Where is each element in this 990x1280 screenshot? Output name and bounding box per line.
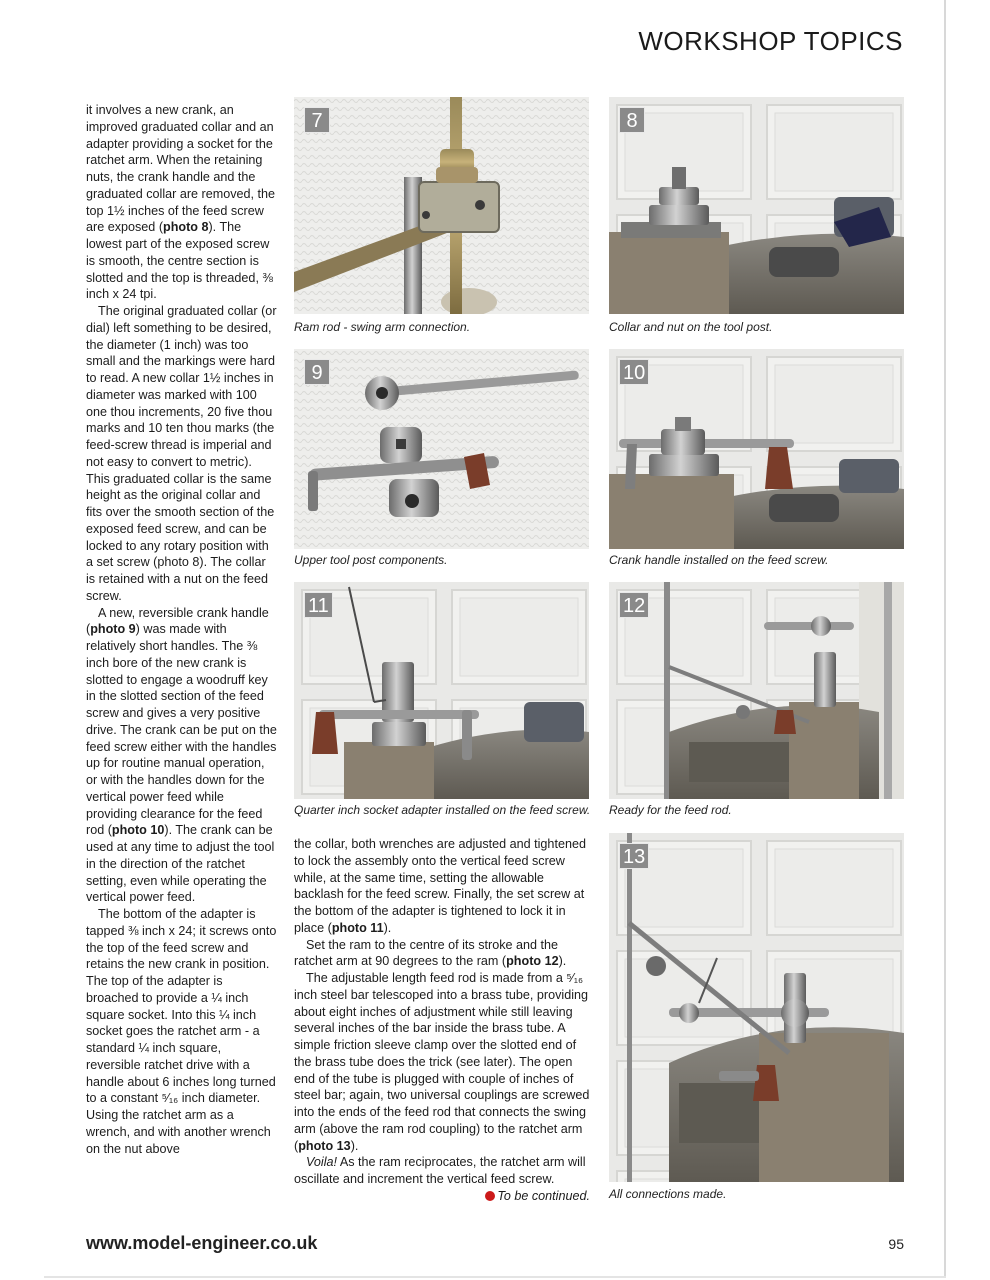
- page-edge-right: [944, 0, 946, 1278]
- photo-number: 9: [304, 359, 330, 385]
- paragraph: it involves a new crank, an improved graduated collar and an adapter providing a socket for the ratchet arm. When the retaining nuts, the crank handle and the graduated collar are removed, the top 1½ inches of the feed screw are exposed (photo 8). The lowest part of the exposed screw is smooth, the centre section is slotted and the top is threaded, ⅜ inch x 24 tpi.: [86, 103, 276, 302]
- photo-11: [294, 582, 589, 799]
- photo-10-caption: Crank handle installed on the feed screw.: [609, 553, 829, 567]
- photo-12: [609, 582, 904, 799]
- section-header: WORKSHOP TOPICS: [638, 26, 903, 56]
- photo-9-image: [294, 349, 589, 549]
- page-edge-bottom: [44, 1276, 946, 1278]
- photo-11-image: [294, 582, 589, 799]
- paragraph: the collar, both wrenches are adjusted and tightened to lock the assembly onto the vertical feed screw while, at the same time, setting the allowable backlash for the feed screw. Finally, the set screw at the bottom of the adapter is tightened to lock it in place (photo 11).: [294, 837, 586, 935]
- photo-9: [294, 349, 589, 549]
- paragraph: The original graduated collar (or dial) left something to be desired, the diameter (1 inch) was too small and the markings were hard to read. A new collar 1½ inches in diameter was marked with 100 one thou increments, 20 five thou marks and 10 ten thou marks (the feed-screw thread is imperial and not easy to convert to metric). This graduated collar is the same height as the original collar and fits over the smooth section of the exposed feed screw, and can be locked to any rotary position with a set screw (photo 8). The collar is retained with a nut on the feed screw.: [86, 304, 277, 603]
- photo-7: [294, 97, 589, 314]
- photo-9-caption: Upper tool post components.: [294, 553, 448, 567]
- photo-13: [609, 833, 904, 1182]
- photo-number: 8: [619, 107, 645, 133]
- photo-number: 13: [619, 843, 649, 869]
- paragraph: The adjustable length feed rod is made from a ⁵⁄₁₆ inch steel bar telescoped into a brass tube, providing about eight inches of adjustment while still leaving several inches of the bar inside the brass tube. A simple friction sleeve clamp over the slotted end of the brass tube does the trick (see later). The open end of the tube is plugged with couple of inches of steel bar; again, two universal couplings are screwed into the ends of the feed rod that connects the swing arm (above the ram rod coupling) to the ratchet arm (photo 13).: [294, 971, 590, 1153]
- photo-number: 12: [619, 592, 649, 618]
- paragraph: Voila! As the ram reciprocates, the ratchet arm will oscillate and increment the vertical feed screw.: [294, 1155, 586, 1186]
- paragraph: The bottom of the adapter is tapped ⅜ inch x 24; it screws onto the top of the feed screw and retains the new crank in position. The top of the adapter is broached to provide a ¼ inch square socket. Into this ¼ inch socket goes the ratchet arm - a standard ¼ inch square, reversible ratchet drive with a handle about 6 inches long turned to a constant ⁵⁄₁₆ inch diameter. Using the ratchet arm as a wrench, and with another wrench on the nut above: [86, 907, 277, 1156]
- page-number: 95: [888, 1236, 904, 1252]
- paragraph: Set the ram to the centre of its stroke and the ratchet arm at 90 degrees to the ram (photo 12).: [294, 937, 567, 969]
- photo-10-image: [609, 349, 904, 549]
- to-be-continued: To be continued.: [294, 1188, 590, 1205]
- photo-12-image: [609, 582, 904, 799]
- footer-url: www.model-engineer.co.uk: [86, 1233, 318, 1253]
- photo-8-image: [609, 97, 904, 314]
- text-column-2: [294, 836, 590, 1205]
- photo-8-caption: Collar and nut on the tool post.: [609, 320, 773, 334]
- photo-number: 10: [619, 359, 649, 385]
- photo-11-caption: Quarter inch socket adapter installed on the feed screw.: [294, 803, 591, 817]
- end-marker-icon: [485, 1191, 495, 1201]
- photo-number: 11: [304, 592, 333, 618]
- text-column-1: [86, 102, 278, 1157]
- paragraph: A new, reversible crank handle (photo 9) was made with relatively short handles. The ⅜ inch bore of the new crank is slotted to engage a woodruff key in the slotted section of the feed screw and gives a very positive drive. The crank can be put on the feed screw either with the handles up for routine manual operation, or with the handles down for the vertical power feed while providing clearance for the feed rod (photo 10). The crank can be used at any time to adjust the tool in the direction of the ratchet setting, even while operating the vertical power feed.: [86, 605, 277, 905]
- photo-7-caption: Ram rod - swing arm connection.: [294, 320, 471, 334]
- photo-12-caption: Ready for the feed rod.: [609, 803, 732, 817]
- photo-13-caption: All connections made.: [609, 1187, 727, 1201]
- photo-7-image: [294, 97, 589, 314]
- photo-8: [609, 97, 904, 314]
- photo-number: 7: [304, 107, 330, 133]
- photo-13-image: [609, 833, 904, 1182]
- photo-10: [609, 349, 904, 549]
